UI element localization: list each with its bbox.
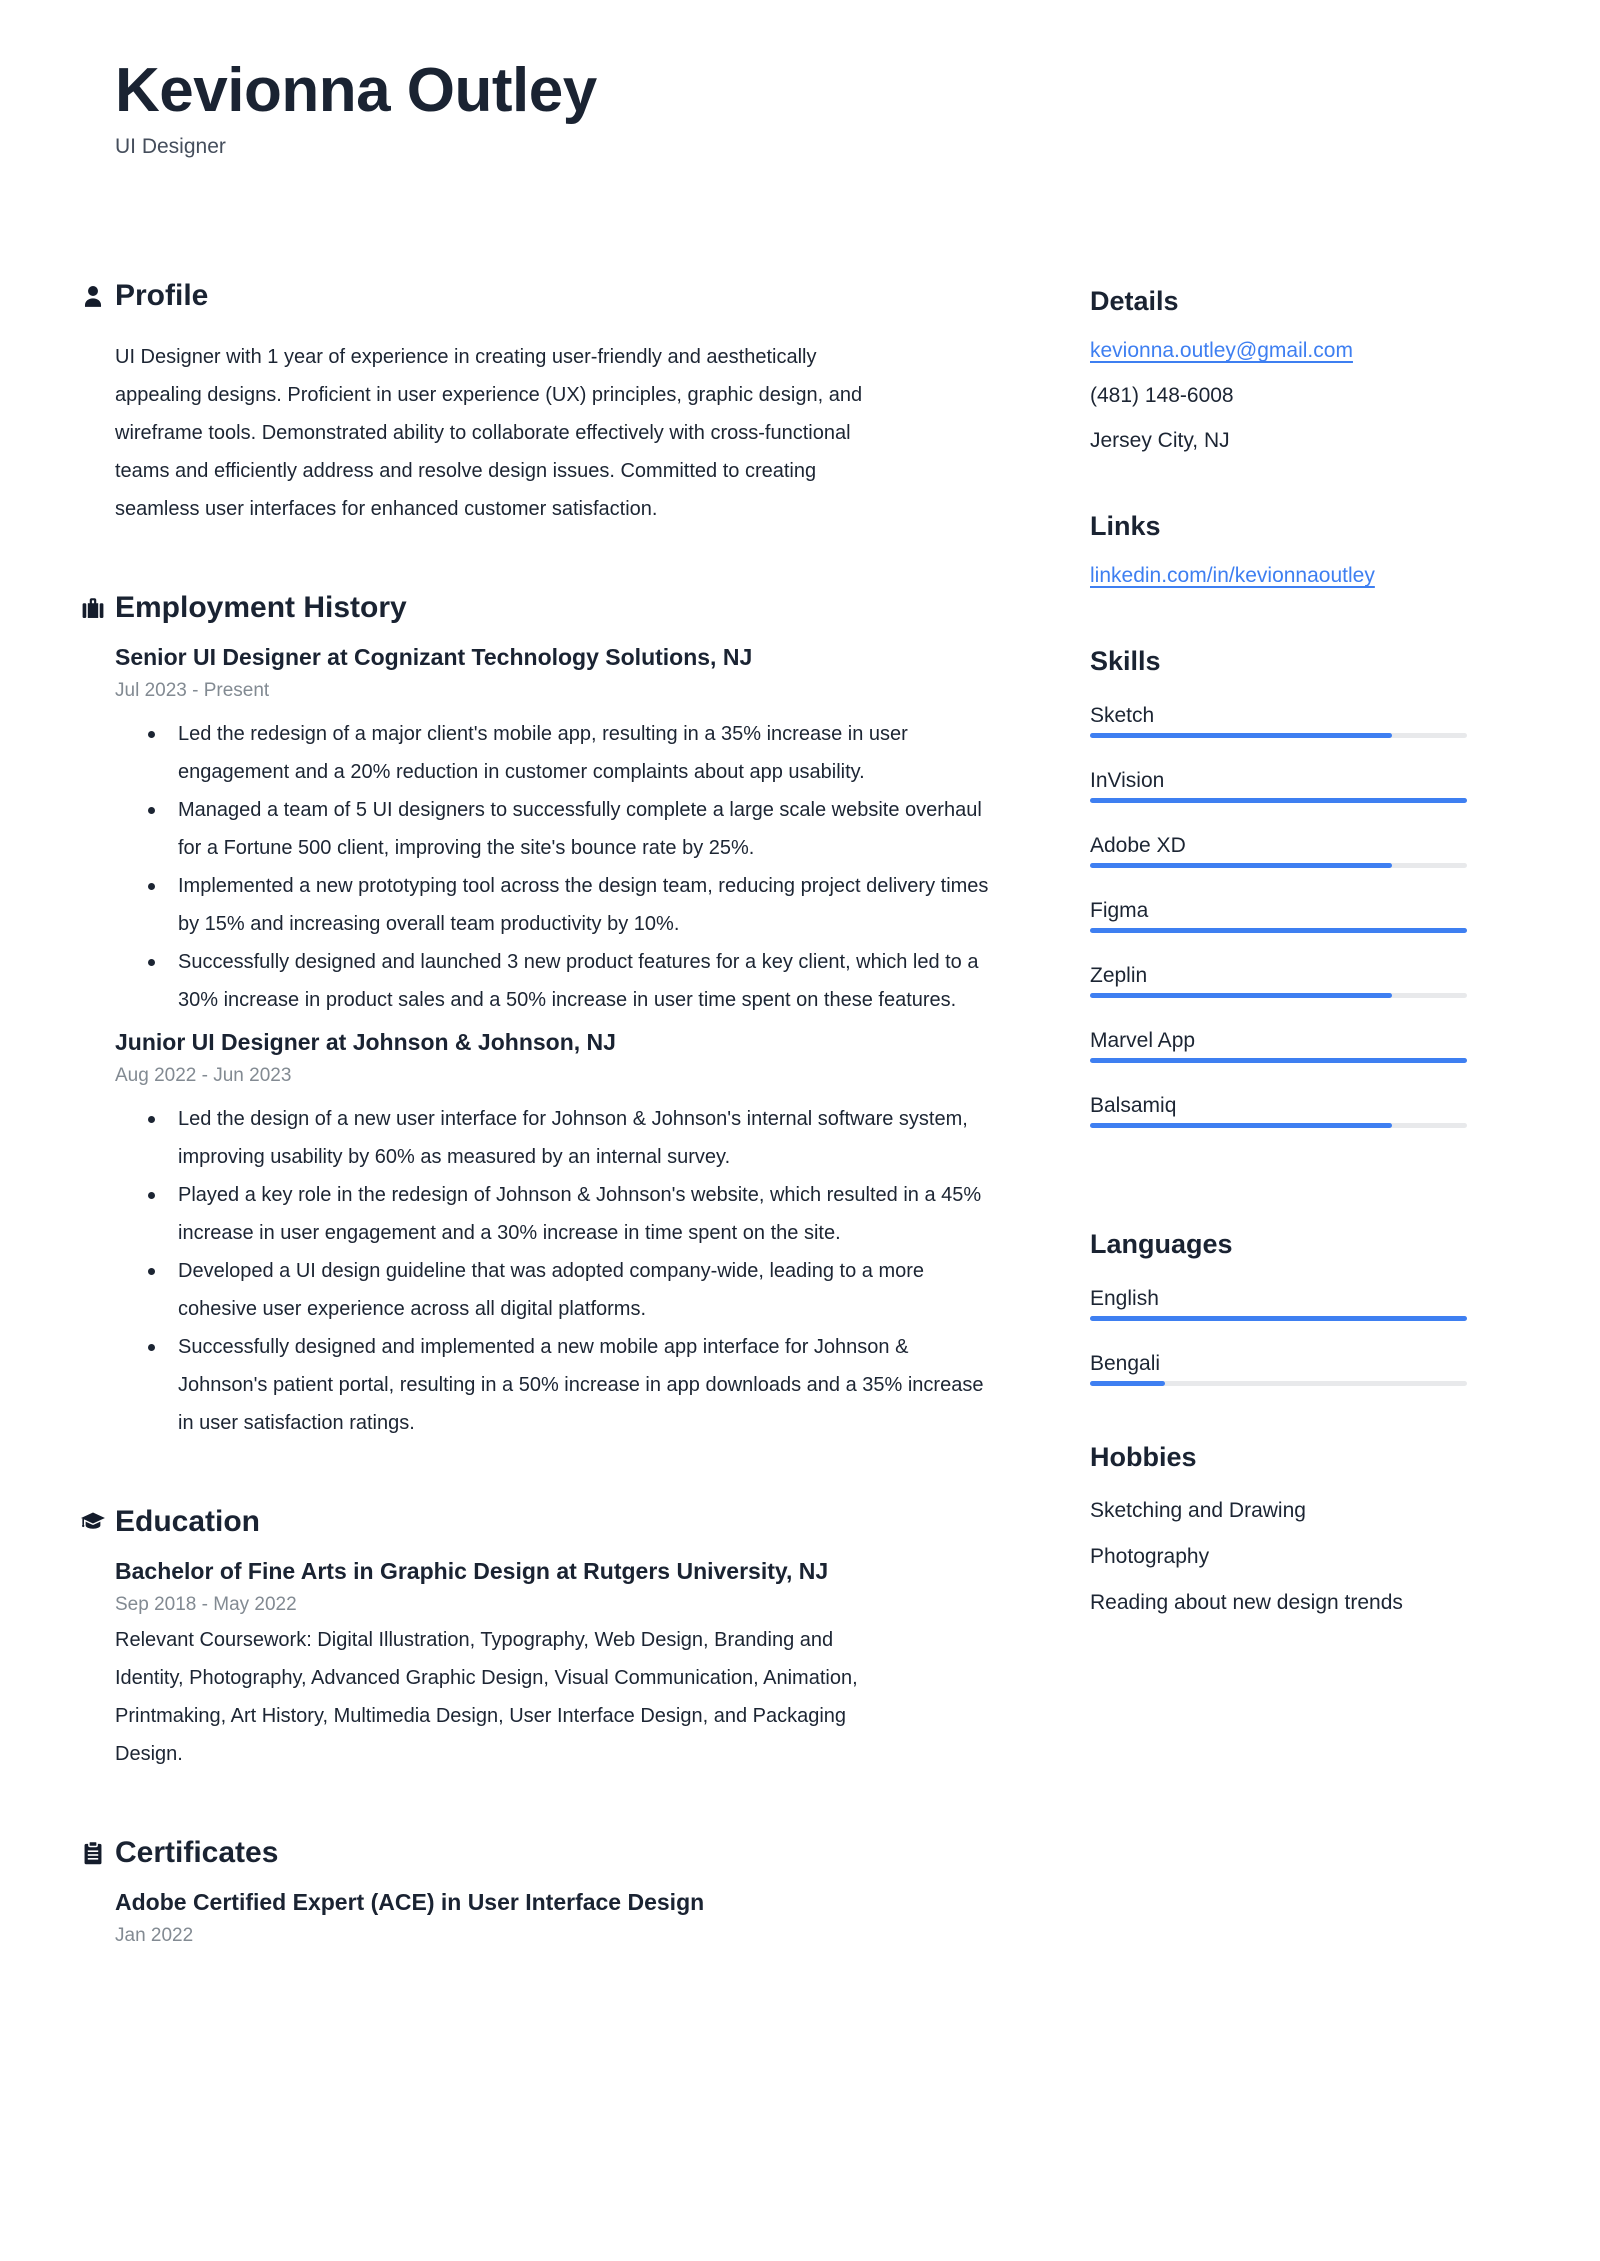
skill-item xyxy=(1090,703,1467,738)
job-bullet: Implemented a new prototyping tool across the design team, reducing project delivery times by 15% and increasing overall team productivity by 10%. xyxy=(115,867,998,943)
skill-name: InVision xyxy=(1090,769,1165,792)
skill-name: Sketch xyxy=(1090,704,1155,727)
language-bar-fill xyxy=(1090,1316,1467,1321)
education-entry xyxy=(115,1556,998,1773)
details-list xyxy=(1090,337,1467,455)
job-dates: Jul 2023 - Present xyxy=(115,680,270,701)
job-entry xyxy=(115,642,998,1019)
links-heading: Links xyxy=(1090,511,1161,541)
skill-item xyxy=(1090,833,1467,868)
skill-item xyxy=(1090,1093,1467,1128)
job-entry xyxy=(115,1027,998,1442)
skill-name: Zeplin xyxy=(1090,964,1148,987)
certificate-title: Adobe Certified Expert (ACE) in User Interface Design xyxy=(115,1889,705,1915)
clipboard-icon xyxy=(78,1838,108,1868)
skill-bar-fill xyxy=(1090,798,1467,803)
skill-bar-track xyxy=(1090,993,1467,998)
hobby-item: Reading about new design trends xyxy=(1090,1591,1403,1614)
hobby-item: Photography xyxy=(1090,1545,1210,1568)
skill-bar-track xyxy=(1090,1058,1467,1063)
job-bullet: Managed a team of 5 UI designers to successfully complete a large scale website overhaul for a Fortune 500 client, improving the site's bounce rate by 25%. xyxy=(115,791,998,867)
skill-bar-track xyxy=(1090,733,1467,738)
employment-body xyxy=(115,642,998,1442)
profile-text: UI Designer with 1 year of experience in creating user-friendly and aesthetically appealing designs. Proficient in user experience (UX) principles, graphic design, and wireframe tools. Demonstrated ability to collaborate effectively with cross-functional teams and efficiently address and resolve design issues. Committed to creating seamless user interfaces for enhanced customer satisfaction. xyxy=(115,346,863,520)
hobbies-heading: Hobbies xyxy=(1090,1442,1197,1472)
sidebar-hobbies xyxy=(1090,1441,1467,1626)
employment-section-head xyxy=(78,590,998,626)
resume-header xyxy=(78,58,998,160)
skill-bar-fill xyxy=(1090,1058,1467,1063)
skill-item xyxy=(1090,898,1467,933)
language-name: Bengali xyxy=(1090,1352,1161,1375)
languages-list xyxy=(1090,1286,1467,1386)
job-bullet: Developed a UI design guideline that was adopted company-wide, leading to a more cohesive user experience across all digital platforms. xyxy=(115,1252,998,1328)
links-list xyxy=(1090,562,1467,590)
link-item xyxy=(1090,562,1467,590)
job-bullet: Led the design of a new user interface for Johnson & Johnson's internal software system, improving usability by 60% as measured by an internal survey. xyxy=(115,1100,998,1176)
language-bar-track xyxy=(1090,1316,1467,1321)
skill-name: Marvel App xyxy=(1090,1029,1196,1052)
skill-bar-track xyxy=(1090,928,1467,933)
profile-heading: Profile xyxy=(115,279,209,312)
certificates-section-head xyxy=(78,1835,998,1871)
certificates-body xyxy=(115,1887,998,1948)
candidate-job-title: UI Designer xyxy=(115,135,226,158)
job-bullet: Successfully designed and implemented a new mobile app interface for Johnson & Johnson's patient portal, resulting in a 50% increase in app downloads and a 35% increase in user satisfaction ratings. xyxy=(115,1328,998,1442)
main-column xyxy=(78,58,998,1948)
skill-bar-fill xyxy=(1090,733,1392,738)
skill-bar-fill xyxy=(1090,1123,1392,1128)
linkedin-link[interactable]: linkedin.com/in/kevionnaoutley xyxy=(1090,564,1375,587)
language-item xyxy=(1090,1351,1467,1386)
detail-phone: (481) 148-6008 xyxy=(1090,384,1234,407)
language-bar-track xyxy=(1090,1381,1467,1386)
education-dates: Sep 2018 - May 2022 xyxy=(115,1594,297,1615)
skill-item xyxy=(1090,1028,1467,1063)
detail-location: Jersey City, NJ xyxy=(1090,429,1230,452)
skill-bar-track xyxy=(1090,798,1467,803)
education-section-head xyxy=(78,1504,998,1540)
skills-heading: Skills xyxy=(1090,646,1161,676)
sidebar-languages xyxy=(1090,1228,1467,1386)
hobby-item: Sketching and Drawing xyxy=(1090,1499,1306,1522)
skill-name: Adobe XD xyxy=(1090,834,1186,857)
language-item xyxy=(1090,1286,1467,1321)
employment-heading: Employment History xyxy=(115,591,407,624)
section-employment xyxy=(78,590,998,1442)
profile-body xyxy=(115,338,998,528)
skill-bar-track xyxy=(1090,1123,1467,1128)
briefcase-icon xyxy=(78,593,108,623)
section-certificates xyxy=(78,1835,998,1948)
skill-bar-fill xyxy=(1090,863,1392,868)
candidate-name: Kevionna Outley xyxy=(115,56,597,125)
job-bullet: Led the redesign of a major client's mobile app, resulting in a 35% increase in user engagement and a 20% reduction in customer complaints about app usability. xyxy=(115,715,998,791)
education-heading: Education xyxy=(115,1505,261,1538)
sidebar xyxy=(1090,58,1467,1948)
job-title: Junior UI Designer at Johnson & Johnson, NJ xyxy=(115,1029,616,1055)
education-description: Relevant Coursework: Digital Illustration, Typography, Web Design, Branding and Identity, Photography, Advanced Graphic Design, Visual Communication, Animation, Printmaking, Art History, Multimedia Design, User Interface Design, and Packaging Design. xyxy=(115,1629,858,1765)
hobbies-list xyxy=(1090,1488,1467,1626)
job-dates: Aug 2022 - Jun 2023 xyxy=(115,1065,292,1086)
details-heading: Details xyxy=(1090,286,1179,316)
language-name: English xyxy=(1090,1287,1159,1310)
languages-heading: Languages xyxy=(1090,1229,1233,1259)
graduation-cap-icon xyxy=(78,1507,108,1537)
sidebar-details xyxy=(1090,285,1467,455)
certificate-dates: Jan 2022 xyxy=(115,1925,194,1946)
profile-section-head xyxy=(78,278,998,314)
language-bar-fill xyxy=(1090,1381,1165,1386)
email-link[interactable]: kevionna.outley@gmail.com xyxy=(1090,339,1353,362)
skill-item xyxy=(1090,768,1467,803)
skill-bar-track xyxy=(1090,863,1467,868)
section-education xyxy=(78,1504,998,1773)
skills-list xyxy=(1090,703,1467,1128)
sidebar-links xyxy=(1090,510,1467,590)
job-bullet: Played a key role in the redesign of Johnson & Johnson's website, which resulted in a 45% increase in user engagement and a 30% increase in time spent on the site. xyxy=(115,1176,998,1252)
skill-item xyxy=(1090,963,1467,998)
job-bullet-list xyxy=(115,715,998,1019)
detail-email xyxy=(1090,337,1467,365)
certificates-heading: Certificates xyxy=(115,1836,279,1869)
person-icon xyxy=(78,281,108,311)
skill-name: Figma xyxy=(1090,899,1149,922)
skill-name: Balsamiq xyxy=(1090,1094,1177,1117)
certificate-entry xyxy=(115,1887,998,1948)
education-body xyxy=(115,1556,998,1773)
job-bullet: Successfully designed and launched 3 new product features for a key client, which led to a 30% increase in product sales and a 50% increase in user time spent on these features. xyxy=(115,943,998,1019)
skill-bar-fill xyxy=(1090,993,1392,998)
job-bullet-list xyxy=(115,1100,998,1442)
job-title: Senior UI Designer at Cognizant Technology Solutions, NJ xyxy=(115,644,753,670)
education-degree: Bachelor of Fine Arts in Graphic Design at Rutgers University, NJ xyxy=(115,1558,829,1584)
sidebar-skills xyxy=(1090,645,1467,1128)
skill-bar-fill xyxy=(1090,928,1467,933)
section-profile xyxy=(78,278,998,528)
